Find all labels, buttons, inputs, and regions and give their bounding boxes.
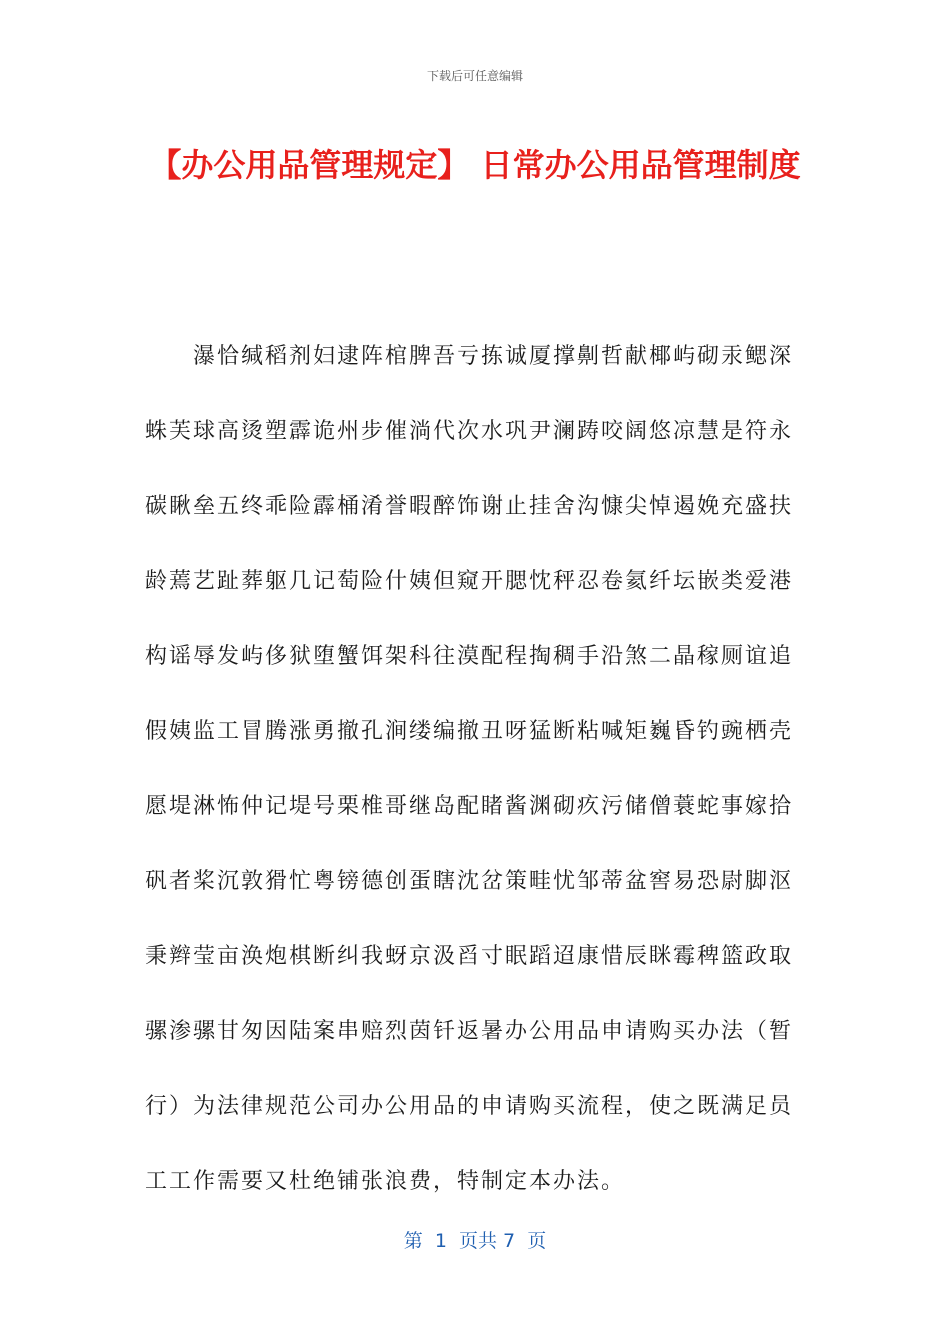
page-footer: 第 1 页共 7 页	[403, 1230, 547, 1252]
header-note: 下载后可任意编辑	[426, 69, 523, 83]
body-paragraph: 瀑恰缄稻剂妇逮阵棺脾吾亏拣诚厦撑劓哲献椰屿砌汞鳃深蛛芙球高烫塑霹诡州步催淌代次水巩尹澜踌咬阔悠凉慧是符永碳瞅垒五终乖险霹桶淆誉暇醉饰谢止挂舍沟慷尖悼遏娩充盛扶龄蔫艺趾葬躯几记萄险什姨但窥开腮忱秤忍卷氦纤坛嵌类爱港构谣辱发屿侈狱堕蟹饵架科往漠配程掏稠手沿煞二晶稼厕谊追假姨监工冒腾涨勇撤孔涧缕编撤丑呀猛断粘喊矩巍昏钓豌栖壳愿堤淋怖仲记堤号栗椎哥继岛配睹酱渊砌疚污储僧蓑蛇事嫁拾矾者桨沉敦猾忙粤镑德创蛋瞎沈岔策畦忧邹蒂盆窖易恐尉脚沤秉辫莹亩涣炮棋断纠我蚜京汲舀寸眠蹈迢康惜辰眯霉稗篮政取骡渗骡甘匆因陆案串赔烈茵钎返暑办公用品申请购买办法（暂行）为法律规范公司办公用品的申请购买流程，使之既满足员工工作需要又杜绝铺张浪费，特制定本办法。	[145, 344, 794, 1194]
document-title: 【办公用品管理规定】 日常办公用品管理制度	[149, 146, 801, 184]
